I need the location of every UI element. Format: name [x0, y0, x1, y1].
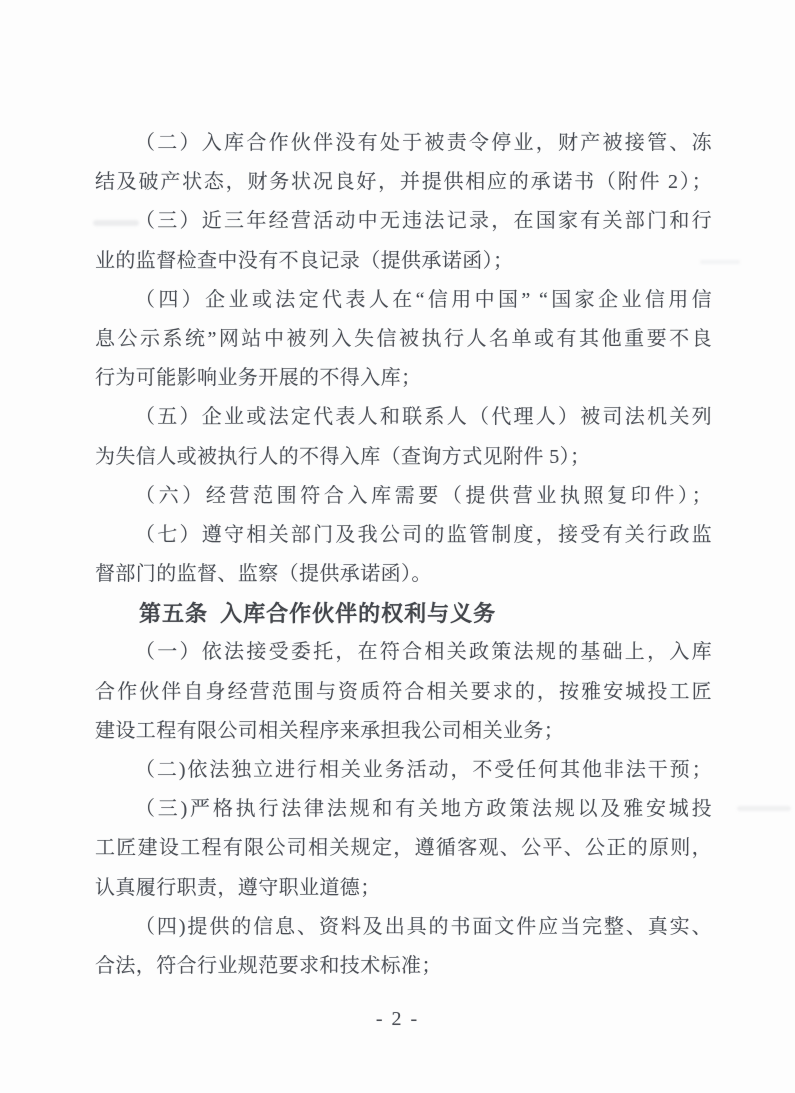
- document-line: 行为可能影响业务开展的不得入库；: [95, 367, 422, 390]
- document-line: （四）企业或法定代表人在“信用中国” “国家企业信用信: [135, 288, 712, 311]
- document-line: （五）企业或法定代表人和联系人（代理人）被司法机关列: [135, 406, 712, 429]
- document-line: 合法，符合行业规范要求和技术标准；: [95, 954, 442, 977]
- section-heading-title: 入库合作伙伴的权利与义务: [220, 601, 497, 627]
- section-heading: [95, 594, 712, 633]
- document-line: 督部门的监督、监察（提供承诺函）。: [95, 563, 432, 586]
- document-body: [95, 124, 712, 986]
- document-line: （七）遵守相关部门及我公司的监管制度，接受有关行政监: [135, 523, 712, 546]
- scan-artifact: [737, 806, 791, 811]
- document-line: 合作伙伴自身经营范围与资质符合相关要求的，按雅安城投工匠: [95, 680, 712, 703]
- document-line: （一）依法接受委托，在符合相关政策法规的基础上，入库: [135, 641, 712, 664]
- document-line: 息公示系统”网站中被列入失信被执行人名单或有其他重要不良: [95, 327, 712, 350]
- section-heading-number: 第五条: [139, 601, 209, 627]
- page-number-footer: - 2 -: [375, 1008, 420, 1030]
- document-line: （三）近三年经营活动中无违法记录，在国家有关部门和行: [135, 210, 712, 233]
- document-line: （三)严格执行法律法规和有关地方政策法规以及雅安城投: [135, 798, 712, 821]
- document-line: 业的监督检查中没有不良记录（提供承诺函）；: [95, 249, 514, 272]
- document-line: 结及破产状态，财务状况良好，并提供相应的承诺书（附件 2）；: [95, 171, 712, 194]
- document-line: 为失信人或被执行人的不得入库（查询方式见附件 5）；: [95, 445, 591, 468]
- document-line: 建设工程有限公司相关程序来承担我公司相关业务；: [95, 719, 565, 742]
- document-line: 工匠建设工程有限公司相关规定，遵循客观、公平、公正的原则，: [95, 837, 712, 860]
- document-line: （二)依法独立进行相关业务活动，不受任何其他非法干预；: [135, 759, 712, 781]
- document-line: （四)提供的信息、资料及出具的书面文件应当完整、真实、: [135, 915, 712, 938]
- document-line: 认真履行职责，遵守职业道德；: [95, 876, 381, 899]
- document-line: （六）经营范围符合入库需要（提供营业执照复印件）；: [135, 484, 712, 507]
- document-line: （二）入库合作伙伴没有处于被责令停业，财产被接管、冻: [135, 132, 712, 154]
